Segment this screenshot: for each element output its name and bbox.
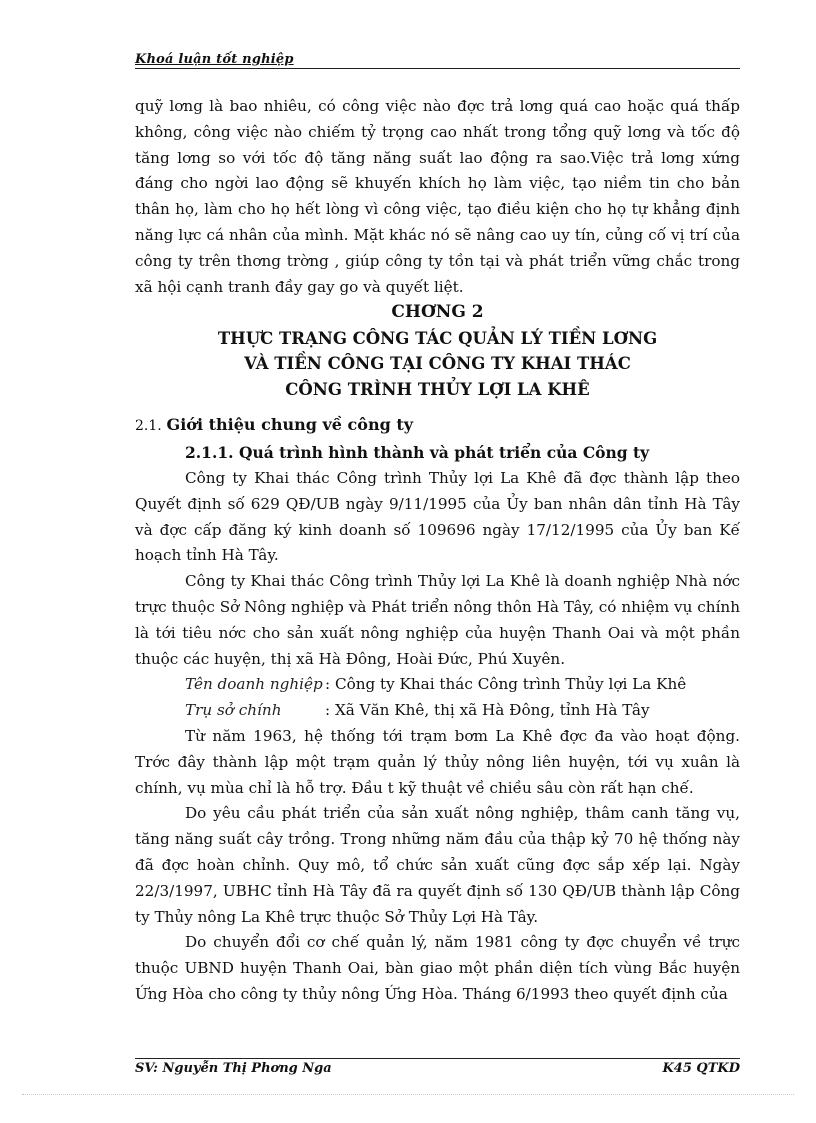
page-bottom-divider bbox=[22, 1094, 794, 1095]
page-header bbox=[135, 48, 740, 69]
paragraph-history-1981: Do chuyển đổi cơ chế quản lý, năm 1981 công ty đợc chuyển về trực thuộc UBND huyện Thanh Oai, bàn giao một phần diện tích vùng Bắc huyện Ứng Hòa cho công ty thủy nông Ứng Hòa. Tháng 6/1993 theo quyết định của bbox=[135, 933, 740, 1003]
paragraph-history-1963: Từ năm 1963, hệ thống tới trạm bơm La Khê đợc đa vào hoạt động. Trớc đây thành lập một trạm quản lý thủy nông liên huyện, tới vụ xuân là chính, vụ mùa chỉ là hỗ trợ. Đầu t kỹ thuật về chiều sâu còn rất hạn chế. bbox=[135, 726, 740, 797]
subsection-heading: 2.1.1. Quá trình hình thành và phát triển của Công ty bbox=[185, 443, 650, 463]
footer-author: SV: Nguyễn Thị Phơng Nga bbox=[135, 1061, 332, 1076]
info-row-company-name bbox=[135, 672, 740, 698]
info-value: : Công ty Khai thác Công trình Thủy lợi La Khê bbox=[325, 675, 687, 694]
chapter-title-line-2: VÀ TIỀN CÔNG TẠI CÔNG TY KHAI THÁC bbox=[244, 354, 631, 374]
info-row-headquarters bbox=[135, 698, 740, 724]
section-heading bbox=[135, 412, 740, 440]
section-number: 2.1. bbox=[135, 418, 162, 435]
paragraph-establishment: Công ty Khai thác Công trình Thủy lợi La Khê đã đợc thành lập theo Quyết định số 629 QĐ/UB ngày 9/11/1995 của Ủy ban nhân dân tỉnh Hà Tây và đợc cấp đăng ký kinh doanh số 109696 ngày 17/12/1995 của Ủy ban Kế hoạch tỉnh Hà Tây. bbox=[135, 468, 740, 565]
chapter-label: CHƠNG 2 bbox=[391, 302, 484, 323]
paragraph-history-1970s: Do yêu cầu phát triển của sản xuất nông nghiệp, thâm canh tăng vụ, tăng năng suất cây trồng. Trong những năm đầu của thập kỷ 70 hệ thống này đã đợc hoàn chỉnh. Quy mô, tổ chức sản xuất cũng đợc sắp xếp lại. Ngày 22/3/1997, UBHC tỉnh Hà Tây đã ra quyết định số 130 QĐ/UB thành lập Công ty Thủy nông La Khê trực thuộc Sở Thủy Lợi Hà Tây. bbox=[135, 804, 740, 926]
header-title: Khoá luận tốt nghiệp bbox=[135, 52, 294, 67]
chapter-title-line-3: CÔNG TRÌNH THỦY LỢI LA KHÊ bbox=[285, 379, 590, 399]
intro-paragraph: quỹ lơng là bao nhiêu, có công việc nào đợc trả lơng quá cao hoặc quá thấp không, công việc nào chiếm tỷ trọng cao nhất trong tổng quỹ lơng và tốc độ tăng lơng so với tốc độ tăng năng suất lao động ra sao.Việc trả lơng xứng đáng cho ngời lao động sẽ khuyến khích họ làm việc, tạo niềm tin cho bản thân họ, làm cho họ hết lòng vì công việc, tạo điều kiện cho họ tự khẳng định năng lực cá nhân của mình. Mặt khác nó sẽ nâng cao uy tín, củng cố vị trí của công ty trên thơng trờng , giúp công ty tồn tại và phát triển vững chắc trong xã hội cạnh tranh đầy gay go và quyết liệt. bbox=[135, 97, 740, 296]
footer-class: K45 QTKD bbox=[662, 1061, 740, 1076]
page-footer bbox=[135, 1058, 740, 1079]
document-body bbox=[135, 94, 740, 1008]
paragraph-company-role: Công ty Khai thác Công trình Thủy lợi La Khê là doanh nghiệp Nhà nớc trực thuộc Sở Nông nghiệp và Phát triển nông thôn Hà Tây, có nhiệm vụ chính là tới tiêu nớc cho sản xuất nông nghiệp của huyện Thanh Oai và một phần thuộc các huyện, thị xã Hà Đông, Hoài Đức, Phú Xuyên. bbox=[135, 572, 740, 668]
info-value: : Xã Văn Khê, thị xã Hà Đông, tỉnh Hà Tây bbox=[325, 701, 650, 720]
info-label: Tên doanh nghiệp bbox=[185, 675, 323, 694]
chapter-title-line-1: THỰC TRẠNG CÔNG TÁC QUẢN LÝ TIỀN LƠNG bbox=[217, 328, 658, 348]
section-title: Giới thiệu chung về công ty bbox=[166, 415, 414, 435]
info-label: Trụ sở chính bbox=[185, 701, 282, 720]
